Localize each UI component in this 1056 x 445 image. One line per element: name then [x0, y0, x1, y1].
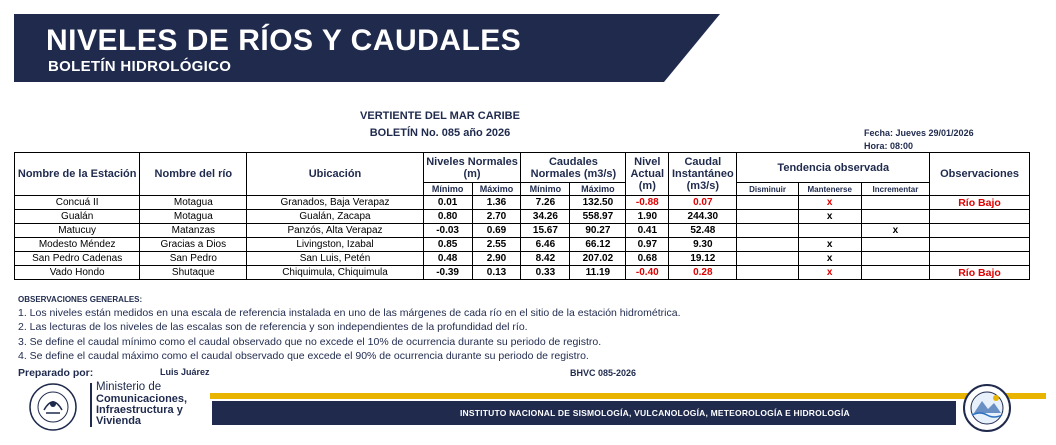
cell-ubicacion: San Luis, Petén — [247, 252, 423, 266]
header-cau-min: Mínimo — [521, 183, 570, 196]
cell-estacion: Vado Hondo — [15, 266, 140, 280]
cell-mantenerse — [798, 224, 861, 238]
cell-niv-max: 2.90 — [472, 252, 521, 266]
observacion-item: 3. Se define el caudal mínimo como el caudal observado que no excede el 10% de ocurrencia durante su periodo de registro. — [18, 335, 602, 348]
cell-estacion: Concuá II — [15, 196, 140, 210]
header-caudal-instantaneo: Caudal Instantáneo (m3/s) — [669, 153, 737, 196]
table-row — [15, 210, 1030, 224]
cell-disminuir — [737, 238, 798, 252]
table-row — [15, 196, 1030, 210]
header-tendencia: Tendencia observada — [737, 153, 930, 183]
cell-observaciones — [930, 224, 1030, 238]
cell-caudal: 244.30 — [669, 210, 737, 224]
cell-cau-max: 207.02 — [570, 252, 626, 266]
cell-incrementar — [861, 210, 929, 224]
bulletin-time: Hora: 08:00 — [864, 141, 914, 151]
cell-niv-max: 2.55 — [472, 238, 521, 252]
cell-niv-min: -0.03 — [423, 224, 472, 238]
cell-observaciones — [930, 252, 1030, 266]
cell-cau-min: 34.26 — [521, 210, 570, 224]
cell-rio: Shutaque — [140, 266, 247, 280]
cell-ubicacion: Gualán, Zacapa — [247, 210, 423, 224]
cell-mantenerse: x — [798, 266, 861, 280]
header-niv-min: Mínimo — [423, 183, 472, 196]
page-title: NIVELES DE RÍOS Y CAUDALES — [46, 24, 522, 57]
ministry-line: Infraestructura y — [96, 404, 183, 416]
observaciones-list — [18, 306, 681, 363]
cell-nivel-actual: 0.68 — [626, 252, 669, 266]
prepared-by-name: Luis Juárez — [160, 367, 210, 377]
cell-niv-min: 0.48 — [423, 252, 472, 266]
cell-observaciones: Río Bajo — [930, 266, 1030, 280]
cell-mantenerse: x — [798, 196, 861, 210]
cell-rio: Motagua — [140, 210, 247, 224]
observacion-item: 4. Se define el caudal máximo como el caudal observado que excede el 90% de ocurrencia durante su periodo de registro. — [18, 349, 589, 362]
header-observaciones: Observaciones — [930, 153, 1030, 196]
observacion-item: 2. Las lecturas de los niveles de las escalas son de referencia y son independientes de la profundidad del río. — [18, 321, 528, 334]
cell-niv-min: -0.39 — [423, 266, 472, 280]
header-ubicacion: Ubicación — [247, 153, 423, 196]
ministry-line: Comunicaciones, — [96, 393, 188, 405]
cell-estacion: Modesto Méndez — [15, 238, 140, 252]
bulletin-number: BOLETÍN No. 085 año 2026 — [369, 127, 511, 139]
table-row — [15, 252, 1030, 266]
cell-cau-max: 132.50 — [570, 196, 626, 210]
cell-disminuir — [737, 210, 798, 224]
cell-mantenerse: x — [798, 252, 861, 266]
cell-disminuir — [737, 266, 798, 280]
observaciones-title: OBSERVACIONES GENERALES: — [18, 295, 143, 304]
cell-disminuir — [737, 252, 798, 266]
cell-observaciones — [930, 210, 1030, 224]
cell-ubicacion: Livingston, Izabal — [247, 238, 423, 252]
ministry-line: Ministerio de — [96, 381, 162, 393]
cell-estacion: Gualán — [15, 210, 140, 224]
ministry-divider — [90, 383, 92, 427]
cell-caudal: 0.07 — [669, 196, 737, 210]
guatemala-seal-icon — [22, 382, 84, 432]
cell-nivel-actual: 0.97 — [626, 238, 669, 252]
prepared-by-label: Preparado por: — [18, 367, 94, 379]
cell-estacion: Matucuy — [15, 224, 140, 238]
cell-cau-max: 558.97 — [570, 210, 626, 224]
cell-disminuir — [737, 196, 798, 210]
header-nivel-actual: Nivel Actual (m) — [626, 153, 669, 196]
institute-name: INSTITUTO NACIONAL DE SISMOLOGÍA, VULCANOLOGÍA, METEOROLOGÍA E HIDROLOGÍA — [460, 408, 850, 418]
header-disminuir: Disminuir — [737, 183, 798, 196]
cell-ubicacion: Panzós, Alta Verapaz — [247, 224, 423, 238]
cell-caudal: 52.48 — [669, 224, 737, 238]
cell-cau-min: 7.26 — [521, 196, 570, 210]
table-row — [15, 266, 1030, 280]
header-estacion: Nombre de la Estación — [15, 153, 140, 196]
cell-cau-min: 15.67 — [521, 224, 570, 238]
header-mantenerse: Mantenerse — [798, 183, 861, 196]
cell-incrementar — [861, 238, 929, 252]
cell-rio: Matanzas — [140, 224, 247, 238]
cell-caudal: 9.30 — [669, 238, 737, 252]
header-incrementar: Incrementar — [861, 183, 929, 196]
page-subtitle: BOLETÍN HIDROLÓGICO — [48, 58, 232, 75]
cell-cau-min: 6.46 — [521, 238, 570, 252]
cell-observaciones — [930, 238, 1030, 252]
cell-ubicacion: Chiquimula, Chiquimula — [247, 266, 423, 280]
observacion-item: 1. Los niveles están medidos en una escala de referencia instalada en uno de las márgenes de cada río en el sitio de la estación hidrométrica. — [18, 307, 681, 319]
cell-rio: Motagua — [140, 196, 247, 210]
insivumeh-logo-icon — [958, 383, 1016, 433]
cell-niv-max: 0.69 — [472, 224, 521, 238]
vertiente-title: VERTIENTE DEL MAR CARIBE — [360, 110, 520, 122]
river-levels-table — [14, 152, 1030, 280]
cell-niv-min: 0.80 — [423, 210, 472, 224]
header-niv-max: Máximo — [472, 183, 521, 196]
header-caudales: Caudales Normales (m3/s) — [521, 153, 626, 183]
cell-estacion: San Pedro Cadenas — [15, 252, 140, 266]
cell-niv-min: 0.85 — [423, 238, 472, 252]
header-banner — [14, 14, 720, 82]
cell-niv-max: 1.36 — [472, 196, 521, 210]
cell-cau-max: 66.12 — [570, 238, 626, 252]
cell-nivel-actual: -0.40 — [626, 266, 669, 280]
cell-niv-max: 0.13 — [472, 266, 521, 280]
cell-incrementar — [861, 266, 929, 280]
ministry-line: Vivienda — [96, 415, 142, 427]
bulletin-date: Fecha: Jueves 29/01/2026 — [864, 128, 974, 138]
cell-caudal: 19.12 — [669, 252, 737, 266]
cell-cau-max: 11.19 — [570, 266, 626, 280]
table-row — [15, 224, 1030, 238]
cell-cau-min: 0.33 — [521, 266, 570, 280]
table-row — [15, 238, 1030, 252]
cell-cau-max: 90.27 — [570, 224, 626, 238]
cell-caudal: 0.28 — [669, 266, 737, 280]
cell-ubicacion: Granados, Baja Verapaz — [247, 196, 423, 210]
cell-niv-max: 2.70 — [472, 210, 521, 224]
cell-incrementar — [861, 252, 929, 266]
cell-niv-min: 0.01 — [423, 196, 472, 210]
header-rio: Nombre del río — [140, 153, 247, 196]
cell-rio: Gracias a Dios — [140, 238, 247, 252]
footer-gold-strip — [210, 393, 1046, 399]
header-niveles: Niveles Normales (m) — [423, 153, 521, 183]
cell-rio: San Pedro — [140, 252, 247, 266]
bulletin-code: BHVC 085-2026 — [570, 368, 637, 378]
cell-nivel-actual: 1.90 — [626, 210, 669, 224]
cell-incrementar — [861, 196, 929, 210]
cell-mantenerse: x — [798, 210, 861, 224]
header-cau-max: Máximo — [570, 183, 626, 196]
cell-cau-min: 8.42 — [521, 252, 570, 266]
cell-observaciones: Río Bajo — [930, 196, 1030, 210]
cell-nivel-actual: 0.41 — [626, 224, 669, 238]
cell-mantenerse: x — [798, 238, 861, 252]
cell-incrementar: x — [861, 224, 929, 238]
cell-disminuir — [737, 224, 798, 238]
cell-nivel-actual: -0.88 — [626, 196, 669, 210]
